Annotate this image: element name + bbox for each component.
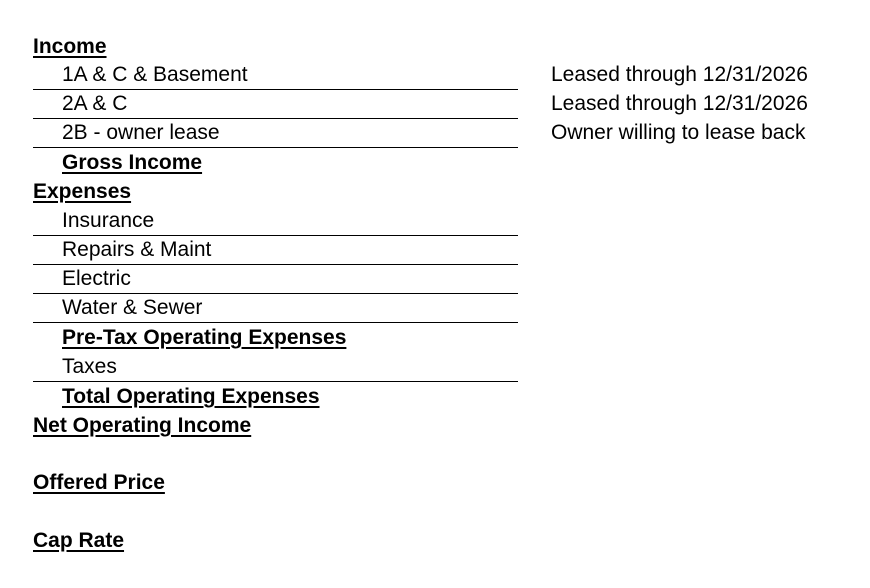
income-item-note: Leased through 12/31/2026 bbox=[551, 92, 808, 115]
expense-item-label: Repairs & Maint bbox=[62, 238, 212, 261]
offered-price-label: Offered Price bbox=[33, 471, 165, 494]
taxes-label: Taxes bbox=[62, 355, 117, 378]
cap-rate-label: Cap Rate bbox=[33, 529, 125, 552]
noi-label: Net Operating Income bbox=[33, 414, 252, 437]
expense-item-label: Electric bbox=[62, 267, 131, 290]
income-item-label: 2A & C bbox=[62, 92, 128, 115]
expense-item-label: Insurance bbox=[62, 209, 155, 232]
expense-item-label: Water & Sewer bbox=[62, 296, 203, 319]
income-header: Income bbox=[33, 35, 107, 58]
gross-income-label: Gross Income bbox=[62, 151, 203, 174]
income-item-note: Leased through 12/31/2026 bbox=[551, 63, 808, 86]
total-expenses-label: Total Operating Expenses bbox=[62, 385, 320, 408]
income-item-note: Owner willing to lease back bbox=[551, 121, 806, 144]
income-item-label: 2B - owner lease bbox=[62, 121, 220, 144]
income-item-label: 1A & C & Basement bbox=[62, 63, 248, 86]
pretax-expenses-label: Pre-Tax Operating Expenses bbox=[62, 326, 347, 349]
expenses-header: Expenses bbox=[33, 180, 132, 203]
